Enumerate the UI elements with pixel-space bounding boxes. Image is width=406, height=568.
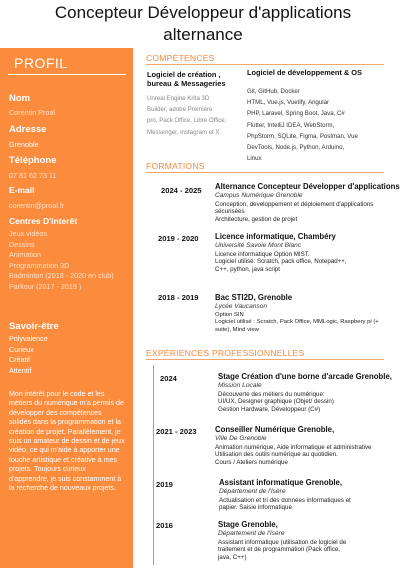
experience-employer: Ville De Grenoble <box>215 435 267 442</box>
savoir-item: Polyvalence <box>9 334 48 343</box>
interets-list <box>9 229 114 292</box>
email-label: E-mail <box>9 185 35 195</box>
formation-title: Licence informatique, Chambéry <box>215 232 336 241</box>
title-line-2: alternance <box>163 25 243 44</box>
formation-title: Bac STI2D, Grenoble <box>215 293 293 302</box>
formation-entry <box>215 293 405 335</box>
experiences-heading: EXPÉRIENCES PROFESSIONNELLES <box>146 348 305 358</box>
competences-heading: COMPÉTENCES <box>146 53 215 63</box>
skills-creation-title: Logiciel de création , bureau & Messageries <box>147 70 226 88</box>
experience-title: Stage Création d'une borne d'arcade Grenoble, <box>218 372 392 381</box>
experience-entry <box>218 372 404 414</box>
skill-item: Messenger, instagram et X <box>147 128 220 136</box>
experience-desc: Utilisation des outils numérique au quotidien. <box>215 451 338 459</box>
skill-item: HTML, Vue.js, Vuetify, Angular <box>247 99 330 107</box>
title-line-1: Concepteur Développeur d'applications <box>54 3 352 22</box>
savoir-item: Curieux <box>9 344 34 354</box>
experience-desc: Actualisation et tri des données informatiques et <box>219 496 351 504</box>
experience-desc: Animation numérique, Aide informatique et administrative <box>215 443 372 451</box>
savoir-etre-list <box>9 334 48 376</box>
interet-item: Animation <box>9 250 41 259</box>
profil-heading: PROFIL <box>14 55 68 71</box>
formation-desc: Conception, developpement et déploiement d'applications <box>215 200 374 208</box>
telephone-value: 07 81 62 73 11 <box>9 171 57 180</box>
experiences-divider <box>146 359 384 360</box>
profile-sidebar <box>0 48 133 568</box>
interet-item: Dessins <box>9 239 35 249</box>
experience-title: Stage Grenoble, <box>218 520 278 529</box>
savoir-item: Attentif <box>9 365 32 375</box>
formation-year: 2019 - 2020 <box>158 234 199 243</box>
experience-title: Assistant informatique Grenoble, <box>219 478 343 487</box>
experience-desc: UI/UX, Designer graphique (Objet/ dessin) <box>218 398 334 406</box>
experience-desc: traitement et de programmation (Pack office, <box>218 546 340 554</box>
interet-item: Parkour (2017 - 2019 ) <box>9 281 82 291</box>
adresse-label: Adresse <box>9 124 47 135</box>
experience-desc: Cours / Ateliers numérique <box>215 459 288 467</box>
nom-label: Nom <box>9 93 31 104</box>
experience-entry <box>219 478 405 512</box>
experience-year: 2021 - 2023 <box>156 427 197 436</box>
profil-divider <box>8 74 126 75</box>
experience-desc: Assistant informatique (utilisation de logiciel de <box>218 538 347 546</box>
formation-desc: sécurisées <box>215 208 245 216</box>
formation-year: 2024 - 2025 <box>161 186 202 195</box>
skills-dev-title: Logiciel de développement & OS <box>247 68 362 77</box>
skill-item: pro, Pack Office, Libre Office, <box>147 117 227 125</box>
experience-year: 2016 <box>156 521 173 530</box>
experience-desc: java, C++) <box>218 554 247 562</box>
savoir-item: Créatif <box>9 355 31 364</box>
experience-desc: Découverte des métiers du numérique: <box>218 390 325 398</box>
experience-employer: Département de l'Isère <box>218 530 285 537</box>
formation-desc: C++, python, java script <box>215 266 281 274</box>
formation-entry <box>215 182 400 224</box>
formations-heading: FORMATIONS <box>146 161 205 171</box>
skill-item: DevTools, Node.js, Python, Arduino, <box>247 144 345 152</box>
skill-item: Flutter, IntelliJ IDEA, WebStorm, <box>247 121 335 129</box>
telephone-label: Téléphone <box>9 155 57 166</box>
formation-school: Lycée Vaucanson <box>215 303 268 310</box>
experience-entry <box>215 425 405 467</box>
formation-desc: Option SIN <box>215 311 244 318</box>
formation-desc: Licence informatique Option MIST. <box>215 250 310 258</box>
formation-desc: Architecture, gestion de projet <box>215 216 298 224</box>
competences-divider <box>146 64 384 65</box>
experience-year: 2019 <box>156 480 173 489</box>
skill-item: Linux <box>247 155 262 163</box>
bio-text: Mon intérêt pour le code et les métiers du numérique m'a permis de développer des compétences solides dans la programmation et la création de projet. Parallèlement, je suis un amateur de dessin et de jeux vidéo, ce qui m'aide à apporter une touche artistique et créative à mes projets. Toujours curieux d'apprendre, je suis constamment à la recherche de nouveaux projets. <box>9 390 125 493</box>
formations-divider <box>146 172 384 173</box>
interet-item: Badminton (2018 - 2020 en club) <box>9 271 114 280</box>
formation-school: Université Savoie Mont Blanc <box>215 242 302 249</box>
skills-creation-list <box>147 93 226 138</box>
skill-item: PHP, Laravel, Spring Boot, Java, C# <box>247 110 345 118</box>
formation-desc: Logiciel utilisé: Scratch, pack office, Notepad++, <box>215 258 347 266</box>
email-value: corentin@proal.fr <box>9 201 65 210</box>
skill-item: Unreal Engine Krita 3D <box>147 95 210 102</box>
experience-employer: Département de l'Isère <box>219 488 286 495</box>
nom-value: Corentin Proal <box>9 108 55 117</box>
savoir-etre-label: Savoir-être <box>9 321 59 332</box>
skill-item: Builder, adobe Première <box>147 106 213 114</box>
formation-title: Alternance Concepteur Développer d'applications <box>215 182 400 191</box>
formation-desc: Logiciel utilisé : Scratch, Pack Office, MMLogic, Raspbery pi (+ <box>215 319 379 326</box>
formation-year: 2018 - 2019 <box>158 293 199 302</box>
experience-title: Conseiller Numérique Grenoble, <box>215 425 335 434</box>
timeline-line <box>153 365 154 565</box>
formation-school: Campus Numérique Grenoble <box>215 192 303 199</box>
skill-item: Git, GitHub, Docker <box>247 88 300 95</box>
formation-desc: suite), Mind view <box>215 327 259 334</box>
experience-entry <box>218 520 404 562</box>
interet-item: Jeux vidéos <box>9 229 47 238</box>
skills-dev-list <box>247 86 358 164</box>
skill-item: PhpStorm, SQLite, Figma, Postman, Vue <box>247 132 358 140</box>
interet-item: Programmation 3D <box>9 260 70 270</box>
adresse-value: Grenoble <box>9 140 39 149</box>
experience-year: 2024 <box>160 374 177 383</box>
page-title <box>0 2 406 46</box>
formation-entry <box>215 232 400 274</box>
experience-desc: papier. Saisie informatique <box>219 504 292 512</box>
experience-desc: Gestion Hardware, Développeur (C#) <box>218 406 321 414</box>
interets-label: Centres D'interêt <box>9 216 78 226</box>
experience-employer: Mission Locale <box>218 382 262 389</box>
